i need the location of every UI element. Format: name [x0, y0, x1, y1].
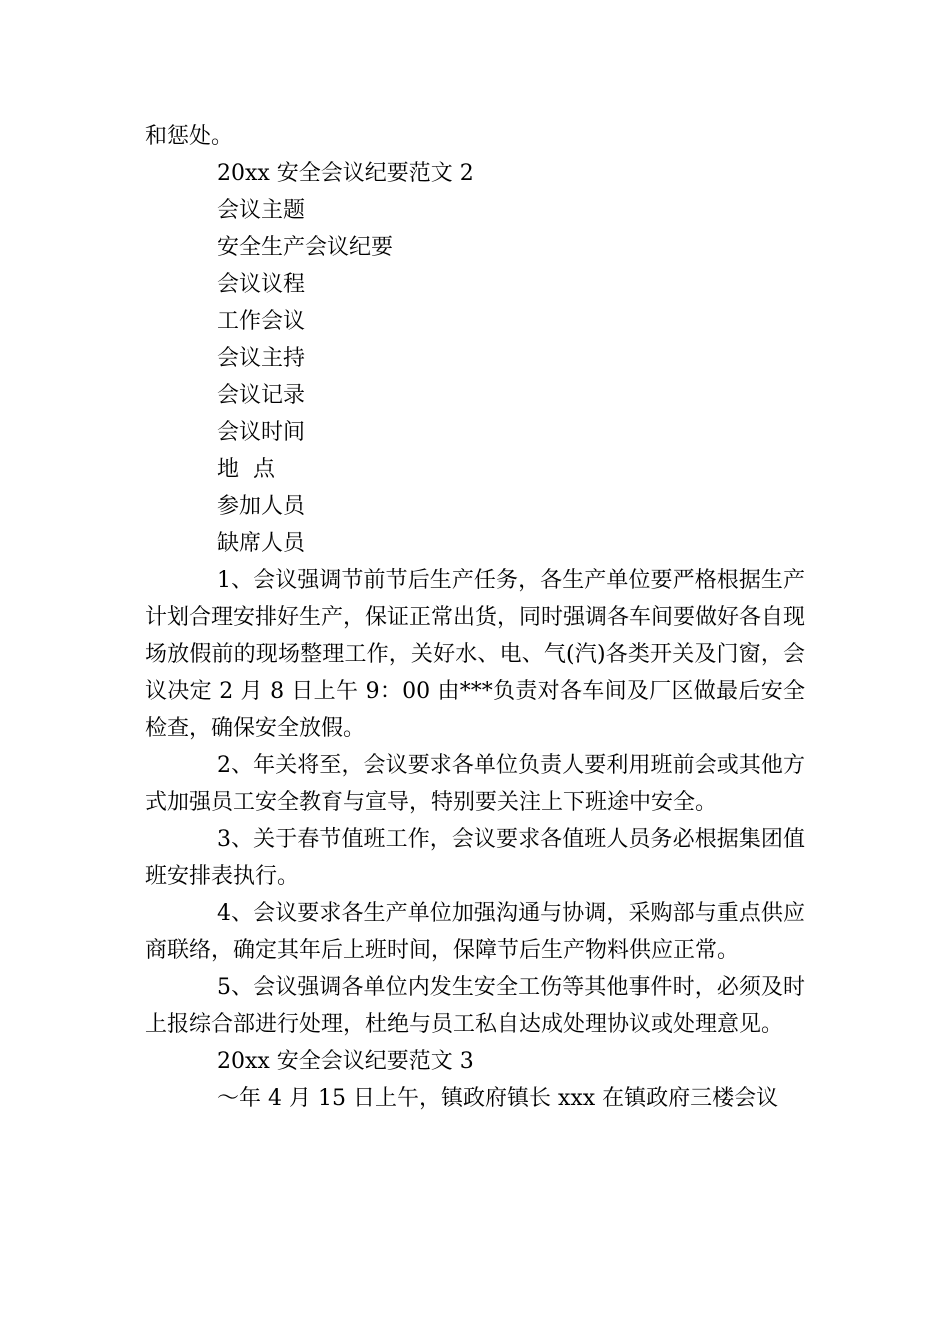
- paragraph-item-5: 5、会议强调各单位内发生安全工伤等其他事件时，必须及时上报综合部进行处理，杜绝与员工私自达成处理协议或处理意见。: [145, 975, 805, 1037]
- field-location: 地 点: [217, 457, 275, 482]
- document-body: [145, 118, 805, 1117]
- paragraph-item-1: 1、会议强调节前节后生产任务，各生产单位要严格根据生产计划合理安排好生产，保证正常出货，同时强调各车间要做好各自现场放假前的现场整理工作，关好水、电、气(汽)各类开关及门窗，会议决定 2 月 8 日上午 9：00 由***负责对各车间及厂区做最后安全检查，确保安全放假。: [145, 568, 806, 741]
- field-meeting-agenda-value: 工作会议: [217, 309, 306, 334]
- field-meeting-agenda: 会议议程: [217, 272, 306, 297]
- field-attendees: 参加人员: [217, 494, 306, 519]
- text-line-continuation: 和惩处。: [145, 124, 234, 149]
- section-2-title: 20xx 安全会议纪要范文 2: [217, 161, 474, 186]
- field-meeting-topic: 会议主题: [217, 198, 306, 223]
- section-3-title: 20xx 安全会议纪要范文 3: [217, 1049, 474, 1074]
- field-meeting-topic-value: 安全生产会议纪要: [217, 235, 394, 260]
- paragraph-item-2: 2、年关将至，会议要求各单位负责人要利用班前会或其他方式加强员工安全教育与宣导，特别要关注上下班途中安全。: [145, 753, 805, 815]
- field-meeting-time: 会议时间: [217, 420, 306, 445]
- section-3-first-line: ～年 4 月 15 日上午，镇政府镇长 xxx 在镇政府三楼会议: [217, 1086, 779, 1111]
- paragraph-item-3: 3、关于春节值班工作，会议要求各值班人员务必根据集团值班安排表执行。: [145, 827, 805, 889]
- field-absentees: 缺席人员: [217, 531, 306, 556]
- field-meeting-host: 会议主持: [217, 346, 306, 371]
- paragraph-item-4: 4、会议要求各生产单位加强沟通与协调，采购部与重点供应商联络，确定其年后上班时间，保障节后生产物料供应正常。: [145, 901, 805, 963]
- field-meeting-recorder: 会议记录: [217, 383, 306, 408]
